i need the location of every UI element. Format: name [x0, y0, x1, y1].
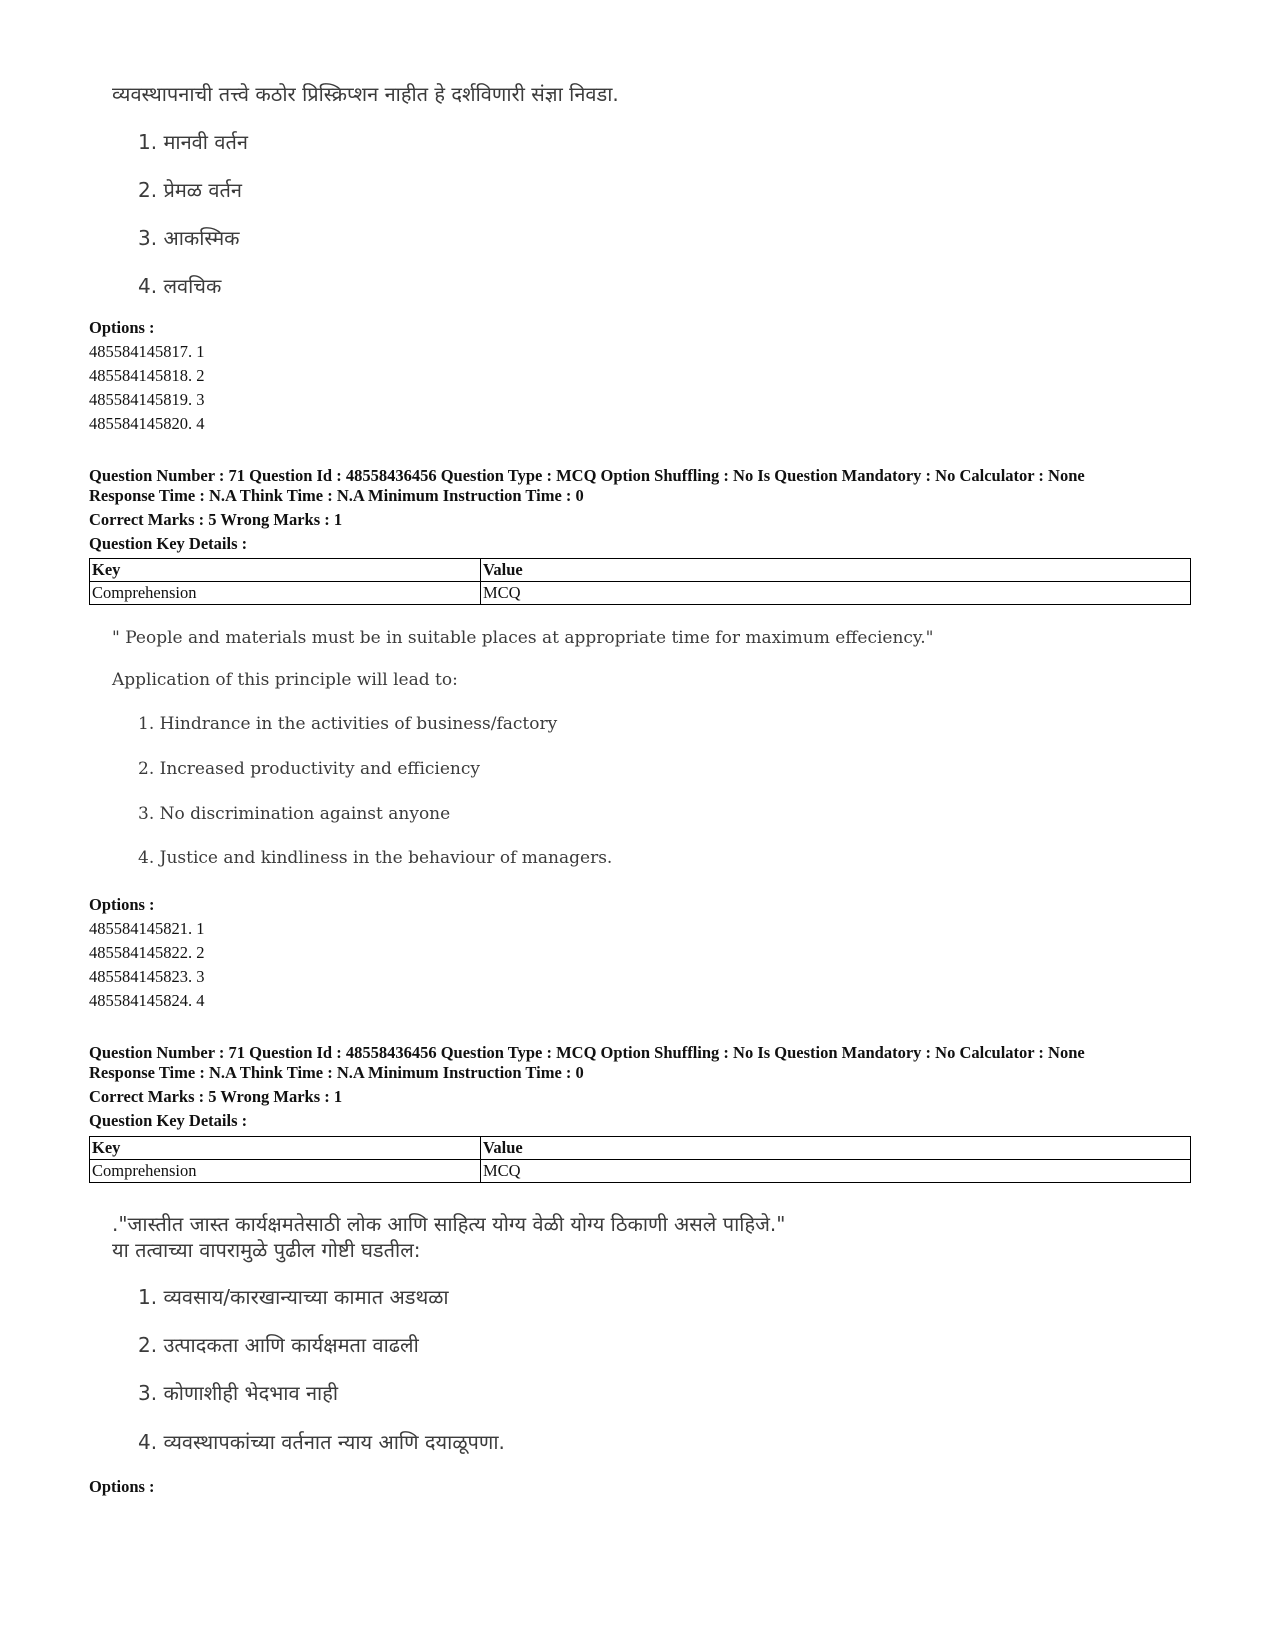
table-cell-key: Comprehension [90, 582, 481, 605]
options-label: Options : [89, 895, 155, 914]
question-quote: " People and materials must be in suitable places at appropriate time for maximum effeciency." [112, 628, 934, 648]
key-details-label: Question Key Details : [89, 1111, 248, 1130]
question-stem: व्यवस्थापनाची तत्त्वे कठोर प्रिस्क्रिप्शन नाहीत हे दर्शविणारी संज्ञा निवडा. [112, 82, 619, 106]
table-header-row [90, 559, 1191, 582]
question-meta-line: Question Number : 71 Question Id : 48558436456 Question Type : MCQ Option Shuffling : No Is Question Mandatory : No Calculator : None [89, 466, 1085, 485]
question-choice: 1. मानवी वर्तन [138, 130, 248, 154]
question-marks [89, 508, 342, 556]
key-details-label: Question Key Details : [89, 534, 248, 553]
question-choice: 1. Hindrance in the activities of business/factory [138, 714, 558, 734]
table-header-value: Value [481, 1137, 1191, 1160]
options-list [89, 316, 205, 436]
option-item: 485584145822. 2 [89, 943, 205, 962]
table-row [90, 1160, 1191, 1183]
question-meta [89, 466, 1085, 506]
question-key-table [89, 1136, 1191, 1183]
table-header-key: Key [90, 1137, 481, 1160]
table-header-key: Key [90, 559, 481, 582]
question-choice: 4. व्यवस्थापकांच्या वर्तनात न्याय आणि दयाळूपणा. [138, 1430, 505, 1454]
options-list [89, 1475, 155, 1499]
table-cell-key: Comprehension [90, 1160, 481, 1183]
option-item: 485584145818. 2 [89, 366, 205, 385]
options-label: Options : [89, 318, 155, 337]
question-marks [89, 1085, 342, 1133]
options-label: Options : [89, 1477, 155, 1496]
table-cell-value: MCQ [481, 582, 1191, 605]
options-list [89, 893, 205, 1013]
question-meta-line: Question Number : 71 Question Id : 48558436456 Question Type : MCQ Option Shuffling : No Is Question Mandatory : No Calculator : None [89, 1043, 1085, 1062]
table-header-value: Value [481, 559, 1191, 582]
marks-line: Correct Marks : 5 Wrong Marks : 1 [89, 1087, 343, 1106]
question-choice: 1. व्यवसाय/कारखान्याच्या कामात अडथळा [138, 1285, 449, 1309]
question-stem: Application of this principle will lead to: [112, 670, 458, 690]
question-meta-line: Response Time : N.A Think Time : N.A Minimum Instruction Time : 0 [89, 1063, 584, 1082]
question-choice: 4. लवचिक [138, 274, 222, 298]
question-stem: या तत्वाच्या वापरामुळे पुढील गोष्टी घडतील: [112, 1238, 421, 1262]
table-row [90, 582, 1191, 605]
question-choice: 4. Justice and kindliness in the behaviour of managers. [138, 848, 613, 868]
option-item: 485584145820. 4 [89, 414, 205, 433]
question-choice: 3. No discrimination against anyone [138, 804, 451, 824]
question-choice: 2. प्रेमळ वर्तन [138, 178, 242, 202]
table-header-row [90, 1137, 1191, 1160]
question-choice: 3. कोणाशीही भेदभाव नाही [138, 1381, 339, 1405]
marks-line: Correct Marks : 5 Wrong Marks : 1 [89, 510, 343, 529]
option-item: 485584145824. 4 [89, 991, 205, 1010]
question-quote: ."जास्तीत जास्त कार्यक्षमतेसाठी लोक आणि साहित्य योग्य वेळी योग्य ठिकाणी असले पाहिजे." [112, 1212, 786, 1236]
question-key-table [89, 558, 1191, 605]
option-item: 485584145823. 3 [89, 967, 205, 986]
option-item: 485584145817. 1 [89, 342, 205, 361]
question-meta-line: Response Time : N.A Think Time : N.A Minimum Instruction Time : 0 [89, 486, 584, 505]
option-item: 485584145819. 3 [89, 390, 205, 409]
question-choice: 2. उत्पादकता आणि कार्यक्षमता वाढली [138, 1333, 419, 1357]
table-cell-value: MCQ [481, 1160, 1191, 1183]
question-meta [89, 1043, 1085, 1083]
question-choice: 2. Increased productivity and efficiency [138, 759, 480, 779]
question-choice: 3. आकस्मिक [138, 226, 240, 250]
option-item: 485584145821. 1 [89, 919, 205, 938]
